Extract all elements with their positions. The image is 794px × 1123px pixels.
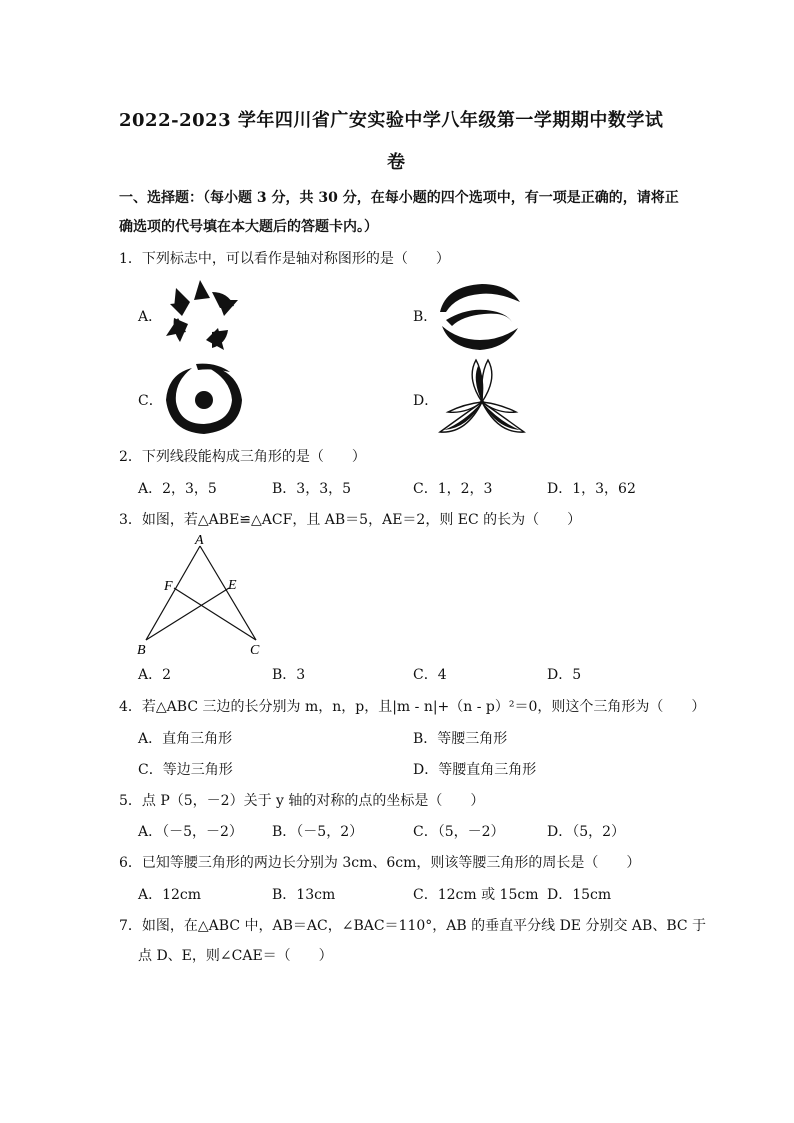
q6-option-c: C．12cm 或 15cm bbox=[413, 887, 539, 903]
section-header-line2: 确选项的代号填在本大题后的答题卡内。） bbox=[119, 219, 378, 235]
q6-option-b: B．13cm bbox=[272, 887, 336, 903]
q3-option-c: C．4 bbox=[413, 667, 447, 683]
q4-option-b: B．等腰三角形 bbox=[413, 731, 508, 747]
three-petal-icon bbox=[436, 356, 528, 440]
q6-option-a: A．12cm bbox=[138, 887, 202, 903]
question-6-stem: 6．已知等腰三角形的两边长分别为 3cm、6cm，则该等腰三角形的周长是（ ） bbox=[119, 855, 641, 871]
figure-label-e: E bbox=[228, 578, 237, 593]
question-3-stem: 3．如图，若△ABE≌△ACF，且 AB＝5，AE＝2，则 EC 的长为（ ） bbox=[119, 512, 582, 528]
question-4-stem: 4．若△ABC 三边的长分别为 m，n，p，且|m - n|+（n - p）²＝0，则这个三角形为（ ） bbox=[119, 699, 706, 715]
q5-option-b: B．（－5，2） bbox=[272, 824, 364, 840]
figure-label-f: F bbox=[164, 579, 173, 594]
q1-option-c-label: C． bbox=[138, 393, 163, 409]
q2-option-c: C．1，2，3 bbox=[413, 481, 493, 497]
q2-option-d: D．1，3，62 bbox=[547, 481, 636, 497]
q4-option-a: A．直角三角形 bbox=[138, 731, 233, 747]
section-header-line1: 一、选择题：（每小题 3 分，共 30 分，在每小题的四个选项中，有一项是正确的，请将正 bbox=[119, 190, 679, 206]
q1-option-b-label: B． bbox=[413, 309, 438, 325]
question-7-stem-line1: 7．如图，在△ABC 中，AB＝AC，∠BAC＝110°，AB 的垂直平分线 DE 分别交 AB、BC 于 bbox=[119, 918, 707, 934]
question-7-stem-line2: 点 D、E，则∠CAE＝（ ） bbox=[138, 948, 333, 964]
q4-option-c: C．等边三角形 bbox=[138, 762, 233, 778]
star-ring-icon bbox=[160, 278, 242, 354]
q3-option-d: D．5 bbox=[547, 667, 582, 683]
figure-label-b: B bbox=[137, 643, 146, 658]
eye-logo-icon bbox=[436, 282, 522, 352]
q5-option-c: C．（5，－2） bbox=[413, 824, 505, 840]
question-2-stem: 2．下列线段能构成三角形的是（ ） bbox=[119, 449, 366, 465]
q5-option-d: D．（5，2） bbox=[547, 824, 626, 840]
q1-option-d-label: D． bbox=[413, 393, 439, 409]
spiral-circle-icon bbox=[160, 360, 246, 436]
q1-option-a-label: A． bbox=[138, 309, 163, 325]
q4-option-d: D．等腰直角三角形 bbox=[413, 762, 537, 778]
question-5-stem: 5．点 P（5，－2）关于 y 轴的对称的点的坐标是（ ） bbox=[119, 793, 485, 809]
q5-option-a: A．（－5，－2） bbox=[138, 824, 243, 840]
figure-label-c: C bbox=[250, 643, 260, 658]
figure-label-a: A bbox=[195, 533, 204, 548]
q2-option-b: B．3，3，5 bbox=[272, 481, 352, 497]
q3-option-b: B．3 bbox=[272, 667, 306, 683]
q3-option-a: A．2 bbox=[138, 667, 172, 683]
q2-option-a: A．2，3，5 bbox=[138, 481, 217, 497]
exam-title-line2: 卷 bbox=[387, 152, 406, 173]
triangle-figure bbox=[130, 532, 270, 658]
q6-option-d: D．15cm bbox=[547, 887, 612, 903]
question-1-stem: 1．下列标志中，可以看作是轴对称图形的是（ ） bbox=[119, 251, 450, 267]
exam-title-line1: 2022-2023 学年四川省广安实验中学八年级第一学期期中数学试 bbox=[119, 110, 664, 131]
